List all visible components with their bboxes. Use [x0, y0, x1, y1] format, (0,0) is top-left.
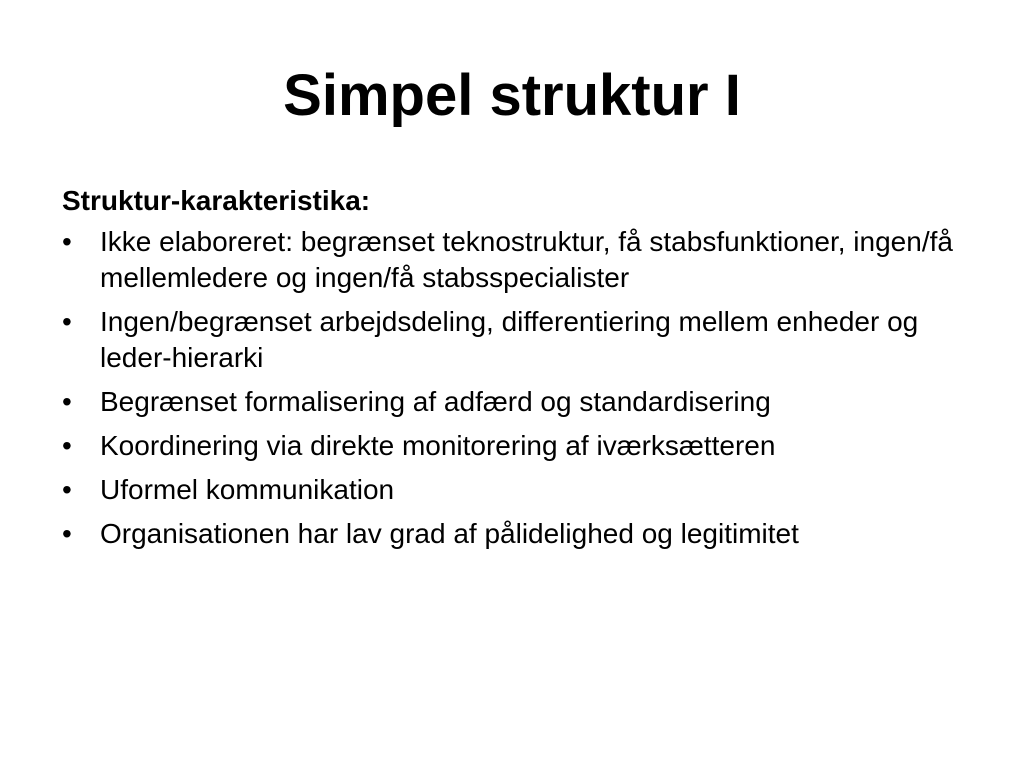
slide-content — [62, 182, 992, 560]
slide-title: Simpel struktur I — [283, 63, 741, 128]
slide-subheading: Struktur-karakteristika: — [62, 185, 371, 216]
bullet-icon: • — [62, 386, 72, 417]
bullet-icon: • — [62, 226, 72, 257]
bullet-item — [62, 516, 992, 552]
bullet-text: Uformel kommunikation — [100, 474, 395, 505]
bullet-text: Koordinering via direkte monitorering af iværksætteren — [100, 430, 776, 461]
bullet-item — [62, 472, 992, 508]
bullet-item — [62, 428, 992, 464]
bullet-icon: • — [62, 518, 72, 549]
bullet-icon: • — [62, 430, 72, 461]
bullet-item — [62, 304, 992, 376]
bullet-text: Ingen/begrænset arbejdsdeling, differentiering mellem enheder og leder-hierarki — [100, 306, 919, 373]
bullet-text: Organisationen har lav grad af pålidelighed og legitimitet — [100, 518, 799, 549]
bullet-item — [62, 224, 992, 296]
bullet-text: Ikke elaboreret: begrænset teknostruktur, få stabsfunktioner, ingen/få mellemledere og ingen/få stabsspecialister — [100, 226, 953, 293]
bullet-list — [62, 224, 992, 552]
bullet-item — [62, 384, 992, 420]
bullet-icon: • — [62, 306, 72, 337]
bullet-icon: • — [62, 474, 72, 505]
bullet-text: Begrænset formalisering af adfærd og standardisering — [100, 386, 771, 417]
